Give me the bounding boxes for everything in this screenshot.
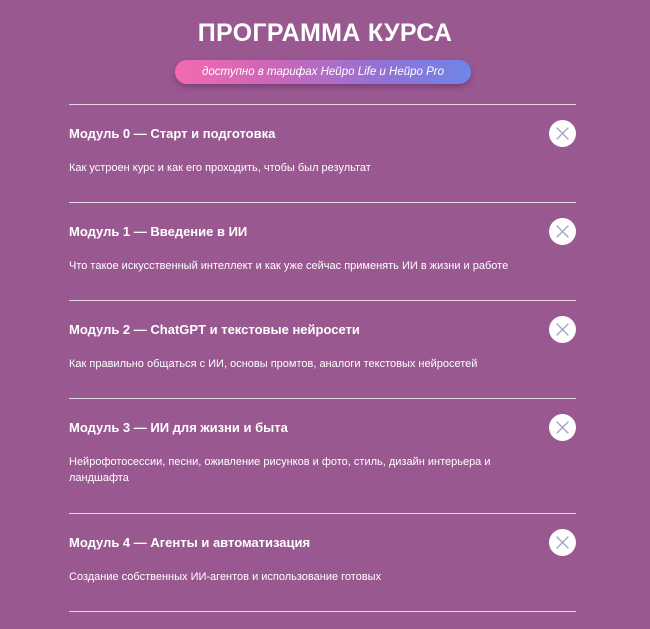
close-icon bbox=[556, 225, 569, 238]
module-toggle-button[interactable] bbox=[549, 120, 576, 147]
module-item-3 bbox=[69, 399, 576, 513]
module-toggle-button[interactable] bbox=[549, 414, 576, 441]
module-title[interactable]: Модуль 1 — Введение в ИИ bbox=[69, 224, 248, 239]
modules-accordion bbox=[69, 104, 576, 612]
close-icon bbox=[556, 421, 569, 434]
module-item-1 bbox=[69, 203, 576, 300]
module-toggle-button[interactable] bbox=[549, 316, 576, 343]
tariff-badge: доступно в тарифах Нейро Life и Нейро Pro bbox=[175, 60, 471, 84]
module-description: Как устроен курс и как его проходить, чтобы был результат bbox=[69, 162, 371, 174]
module-title[interactable]: Модуль 3 — ИИ для жизни и быта bbox=[69, 420, 288, 435]
close-icon bbox=[556, 536, 569, 549]
close-icon bbox=[556, 127, 569, 140]
module-item-2 bbox=[69, 301, 576, 398]
module-title[interactable]: Модуль 4 — Агенты и автоматизация bbox=[69, 535, 311, 550]
module-description: Создание собственных ИИ-агентов и использование готовых bbox=[69, 571, 382, 583]
module-description: Нейрофотосессии, песни, оживление рисунков и фото, стиль, дизайн интерьера и ландшафта bbox=[69, 456, 491, 484]
section-title: ПРОГРАММА КУРСА bbox=[197, 19, 453, 47]
module-description: Что такое искусственный интеллект и как уже сейчас применять ИИ в жизни и работе bbox=[69, 260, 509, 272]
module-toggle-button[interactable] bbox=[549, 529, 576, 556]
module-toggle-button[interactable] bbox=[549, 218, 576, 245]
divider bbox=[69, 611, 576, 612]
module-title[interactable]: Модуль 2 — ChatGPT и текстовые нейросети bbox=[69, 322, 360, 337]
module-item-0 bbox=[69, 105, 576, 202]
close-icon bbox=[556, 323, 569, 336]
module-item-4 bbox=[69, 514, 576, 611]
module-title[interactable]: Модуль 0 — Старт и подготовка bbox=[69, 126, 276, 141]
module-description: Как правильно общаться с ИИ, основы промтов, аналоги текстовых нейросетей bbox=[69, 358, 478, 370]
